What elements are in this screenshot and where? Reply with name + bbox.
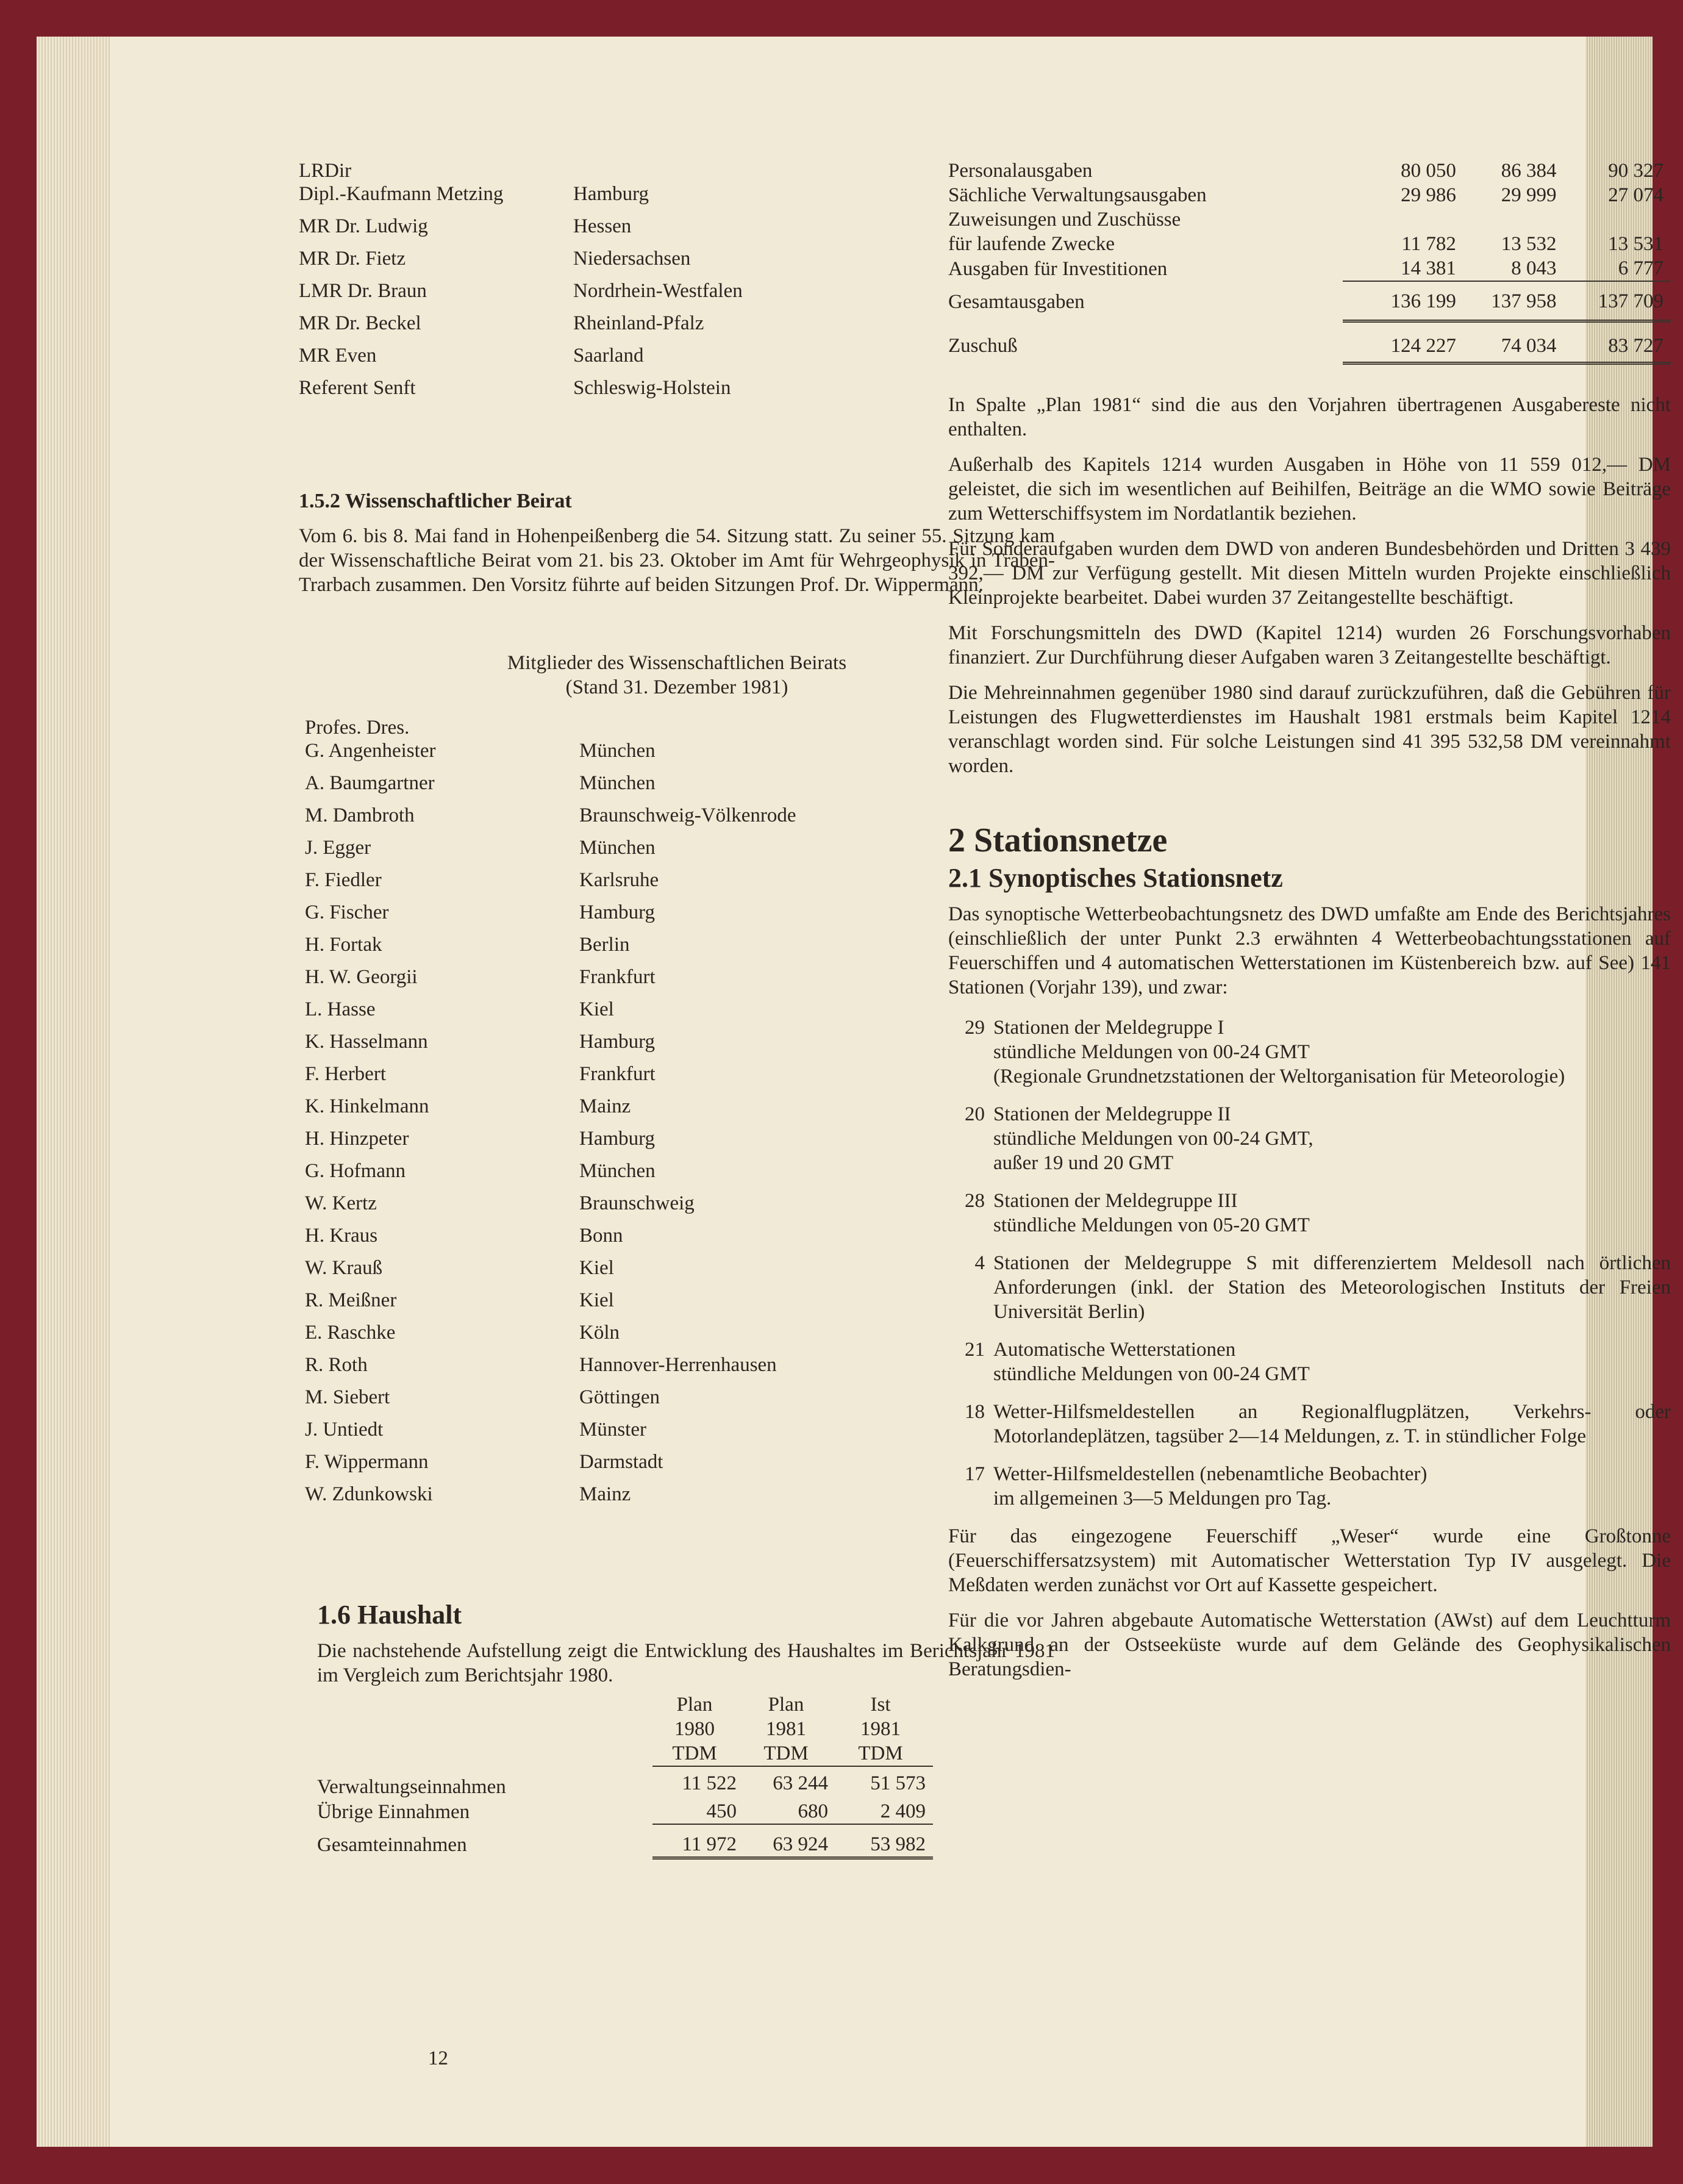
person-name: MR Dr. Ludwig	[299, 215, 428, 237]
row-label: Personalausgaben	[948, 160, 1093, 182]
members-subtitle: (Stand 31. Dezember 1981)	[565, 676, 788, 698]
station-count: 20	[965, 1103, 985, 1125]
ministry-row	[299, 275, 1055, 307]
einnahmen-table-head	[317, 1692, 933, 1766]
member-row	[305, 1381, 1055, 1414]
ministry-row	[299, 210, 1055, 243]
value-cell: 124 227	[1343, 321, 1463, 363]
value-cell: 83 727	[1563, 321, 1671, 363]
station-description-line: stündliche Meldungen von 05-20 GMT	[993, 1214, 1310, 1236]
person-name: K. Hasselmann	[305, 1031, 428, 1053]
value-cell: 86 384	[1501, 160, 1557, 182]
row-label	[948, 363, 1343, 369]
person-name: MR Dr. Fietz	[299, 248, 406, 270]
zuschuss-row	[948, 321, 1671, 363]
station-description	[993, 1189, 1671, 1237]
station-description	[993, 1462, 1671, 1511]
member-row	[305, 994, 1055, 1026]
value-cell: 6 777	[1618, 257, 1663, 279]
synoptisches-heading: 2.1 Synoptisches Stationsnetz	[948, 863, 1283, 893]
value-cell: 90 327	[1608, 160, 1663, 182]
value-cell: 13 531	[1608, 233, 1663, 255]
person-name: W. Zdunkowski	[305, 1483, 433, 1505]
person-name: L. Hasse	[305, 998, 376, 1020]
members-prefix: Profes. Dres.	[305, 717, 410, 739]
person-place: Rheinland-Pfalz	[573, 312, 704, 334]
ausgaben-row	[948, 183, 1671, 207]
gesamtausgaben-row	[948, 281, 1671, 321]
station-description-line: (Regionale Grundnetzstationen der Weltorganisation für Meteorologie)	[993, 1065, 1565, 1087]
station-description-line: Wetter-Hilfsmeldestellen (nebenamtliche Beobachter)	[993, 1463, 1428, 1485]
person-place: Darmstadt	[579, 1451, 663, 1473]
station-item	[948, 1102, 1671, 1175]
column-head: TDM	[858, 1742, 903, 1764]
haushalt-paragraph: In Spalte „Plan 1981“ sind die aus den Vorjahren übertragenen Ausgabereste nicht enthalten.	[948, 394, 1671, 440]
page-number: 12	[428, 2047, 448, 2069]
person-place: Hamburg	[579, 1031, 656, 1053]
row-label	[317, 1717, 652, 1741]
person-place: Hannover-Herrenhausen	[579, 1354, 777, 1376]
row-label: Zuweisungen und Zuschüsse	[948, 209, 1181, 231]
column-head: TDM	[672, 1742, 717, 1764]
person-place: Frankfurt	[579, 966, 656, 988]
right-column	[948, 159, 1683, 1692]
station-description-line: außer 19 und 20 GMT	[993, 1152, 1174, 1174]
person-place: Hamburg	[579, 901, 656, 923]
haushalt-paragraph: Mit Forschungsmitteln des DWD (Kapitel 1214) wurden 26 Forschungsvorhaben finanziert. Zur Durchführung dieser Aufgaben waren 3 Zeitangestellte beschäftigt.	[948, 622, 1671, 668]
person-place: München	[579, 740, 656, 762]
rule-cell	[1463, 363, 1564, 369]
station-description	[993, 1102, 1671, 1175]
station-description-line: Stationen der Meldegruppe S mit differenziertem Meldesoll nach örtlichen Anforderungen (inkl. der Station des Meteorologischen Instituts der Freien Universität Berlin)	[993, 1252, 1671, 1323]
person-name: K. Hinkelmann	[305, 1095, 429, 1117]
station-item	[948, 1337, 1671, 1386]
value-cell: 11 782	[1401, 233, 1456, 255]
member-row	[305, 1446, 1055, 1478]
station-items	[948, 1015, 1671, 1511]
person-place: Niedersachsen	[573, 248, 691, 270]
ausgaben-table-body	[948, 159, 1671, 368]
member-row	[305, 800, 1055, 832]
value-cell: 137 709	[1563, 281, 1671, 321]
einnahmen-table-body	[317, 1766, 933, 1863]
beirat-section	[299, 490, 1055, 1511]
row-label: für laufende Zwecke	[948, 233, 1115, 255]
member-row	[305, 1155, 1055, 1187]
person-place: Göttingen	[579, 1386, 660, 1408]
person-name: M. Dambroth	[305, 804, 415, 826]
person-place: Bonn	[579, 1225, 623, 1247]
person-name: F. Fiedler	[305, 869, 382, 891]
rule-cell	[1563, 363, 1671, 369]
station-description-line: im allgemeinen 3—5 Meldungen pro Tag.	[993, 1488, 1332, 1509]
station-count: 18	[965, 1401, 985, 1423]
stationsnetze-paragraphs	[948, 1524, 1671, 1681]
person-name: E. Raschke	[305, 1322, 396, 1344]
rule-cell	[652, 1858, 744, 1864]
person-place: Kiel	[579, 1257, 614, 1279]
station-description	[993, 1400, 1671, 1448]
station-description-line: Stationen der Meldegruppe II	[993, 1103, 1231, 1125]
station-count: 28	[965, 1190, 985, 1212]
person-place: Mainz	[579, 1483, 631, 1505]
member-row	[305, 897, 1055, 929]
person-name: Dipl.-Kaufmann Metzing	[299, 183, 504, 205]
member-row	[305, 767, 1055, 800]
station-description	[993, 1337, 1671, 1386]
ausgaben-row	[948, 256, 1671, 281]
person-name: A. Baumgartner	[305, 772, 435, 794]
person-name: F. Herbert	[305, 1063, 386, 1085]
ministry-row	[299, 340, 1055, 372]
value-cell: 63 244	[744, 1766, 835, 1799]
column-head-row	[317, 1692, 933, 1717]
person-name: LMR Dr. Braun	[299, 280, 427, 302]
rule-cell	[744, 1858, 835, 1864]
document-page	[110, 37, 1671, 2147]
member-row	[305, 1026, 1055, 1058]
station-count: 21	[965, 1339, 985, 1361]
member-row	[305, 1317, 1055, 1349]
column-head: 1981	[766, 1718, 806, 1740]
person-name: W. Krauß	[305, 1257, 383, 1279]
person-name: J. Untiedt	[305, 1419, 384, 1441]
value-cell: 137 958	[1463, 281, 1564, 321]
column-head: 1980	[674, 1718, 715, 1740]
person-place: Berlin	[579, 934, 630, 956]
station-description	[993, 1015, 1671, 1089]
person-place: München	[579, 1160, 656, 1182]
station-description-line: stündliche Meldungen von 00-24 GMT	[993, 1363, 1310, 1385]
person-place: Braunschweig-Völkenrode	[579, 804, 796, 826]
value-cell: 13 532	[1501, 233, 1557, 255]
person-name: G. Angenheister	[305, 740, 436, 762]
person-name: H. W. Georgii	[305, 966, 418, 988]
row-label: Gesamteinnahmen	[317, 1833, 467, 1856]
person-place: Karlsruhe	[579, 869, 659, 891]
person-name: G. Fischer	[305, 901, 389, 923]
haushalt-paragraph: Die Mehreinnahmen gegenüber 1980 sind darauf zurückzuführen, daß die Gebühren für Leistungen des Flugwetterdienstes im Haushalt 1981 erstmals beim Kapitel 1214 veranschlagt worden sind. Für solche Leistungen sind 41 395 532,58 DM vereinnahmt worden.	[948, 682, 1671, 777]
ministry-row	[299, 307, 1055, 340]
station-count: 17	[965, 1463, 985, 1485]
value-cell: 51 573	[835, 1766, 933, 1799]
row-label	[317, 1741, 652, 1766]
member-row	[305, 1284, 1055, 1317]
ministry-rows	[299, 178, 1055, 404]
member-row	[305, 1090, 1055, 1123]
person-place: Kiel	[579, 1289, 614, 1311]
member-row	[305, 1058, 1055, 1090]
value-cell	[1463, 207, 1564, 232]
einnahmen-table	[317, 1692, 933, 1863]
person-place: Braunschweig	[579, 1192, 695, 1214]
ausgaben-table	[948, 159, 1671, 368]
person-place: München	[579, 837, 656, 859]
haushalt-paragraph: Außerhalb des Kapitels 1214 wurden Ausgaben in Höhe von 11 559 012,— DM geleistet, die sich im wesentlichen auf Beihilfen, Beiträge an die WMO sowie Beiträge zum Wetterschiffsystem im Nordatlantik beziehen.	[948, 454, 1671, 525]
person-name: W. Kertz	[305, 1192, 377, 1214]
person-name: H. Fortak	[305, 934, 382, 956]
person-name: R. Roth	[305, 1354, 368, 1376]
row-label: Übrige Einnahmen	[317, 1800, 470, 1823]
person-name: R. Meißner	[305, 1289, 397, 1311]
stationsnetze-paragraph: Für das eingezogene Feuerschiff „Weser“ wurde eine Großtonne (Feuerschiffersatzsystem) mit Automatischer Wetterstation Typ IV ausgelegt. Die Meßdaten werden zunächst vor Ort auf Kassette gespeichert.	[948, 1525, 1671, 1596]
haushalt-heading: 1.6 Haushalt	[317, 1600, 462, 1630]
person-place: Hamburg	[579, 1128, 656, 1150]
person-name: Referent Senft	[299, 377, 416, 399]
station-description-line: stündliche Meldungen von 00-24 GMT,	[993, 1128, 1313, 1150]
members-title: Mitglieder des Wissenschaftlichen Beirats	[507, 652, 847, 674]
station-description	[993, 1251, 1671, 1324]
station-item	[948, 1015, 1671, 1089]
value-cell: 680	[798, 1800, 828, 1822]
row-label: Gesamtausgaben	[948, 290, 1085, 313]
member-row	[305, 961, 1055, 994]
row-label	[317, 1858, 652, 1864]
value-cell: 11 522	[652, 1766, 744, 1799]
haushalt-text: Die nachstehende Aufstellung zeigt die Entwicklung des Haushaltes im Berichtsjahr 1981 im Vergleich zum Berichtsjahr 1980.	[317, 1640, 1055, 1686]
member-row	[305, 1123, 1055, 1155]
member-row	[305, 864, 1055, 897]
stationsnetze-heading: 2 Stationsnetze	[948, 822, 1168, 859]
value-cell: 2 409	[880, 1800, 926, 1822]
value-cell: 74 034	[1463, 321, 1564, 363]
column-head: Ist	[870, 1694, 891, 1716]
book-page-edges-left	[37, 37, 110, 2147]
member-row	[305, 1349, 1055, 1381]
einnahmen-row	[317, 1766, 933, 1799]
haushalt-paragraph: Für Sonderaufgaben wurden dem DWD von anderen Bundesbehörden und Dritten 3 439 392,— DM zur Verfügung gestellt. Mit diesen Mitteln wurden Projekte einschließlich Kleinprojekte bearbeitet. Dabei wurden 37 Zeitangestellte beschäftigt.	[948, 538, 1671, 609]
value-cell: 11 972	[652, 1824, 744, 1858]
double-rule-row	[948, 363, 1671, 369]
stationsnetze-intro: Das synoptische Wetterbeobachtungsnetz des DWD umfaßte am Ende des Berichtsjahres (einschließlich der unter Punkt 2.3 erwähnten 4 Wetterbeobachtungsstationen auf Feuerschiffen und 4 automatischen Wetterstationen im Küstenbereich bzw. auf See) 141 Stationen (Vorjahr 139), und zwar:	[948, 903, 1671, 998]
person-name: MR Dr. Beckel	[299, 312, 421, 334]
haushalt-paragraphs	[948, 393, 1671, 778]
member-row	[305, 735, 1055, 767]
station-item	[948, 1189, 1671, 1237]
value-cell: 450	[706, 1800, 737, 1822]
station-description-line: stündliche Meldungen von 00-24 GMT	[993, 1041, 1310, 1063]
rule-cell	[1343, 363, 1463, 369]
station-count: 29	[965, 1017, 985, 1039]
value-cell	[1563, 207, 1671, 232]
einnahmen-row	[317, 1799, 933, 1824]
person-place: Saarland	[573, 345, 644, 367]
members-title-block	[299, 651, 1055, 700]
left-column	[299, 159, 1055, 2069]
ministry-row	[299, 372, 1055, 404]
member-row	[305, 1220, 1055, 1252]
person-name: G. Hofmann	[305, 1160, 406, 1182]
value-cell: 136 199	[1343, 281, 1463, 321]
members-list	[299, 735, 1055, 1511]
member-row	[305, 1478, 1055, 1511]
person-place: München	[579, 772, 656, 794]
person-place: Frankfurt	[579, 1063, 656, 1085]
station-item	[948, 1251, 1671, 1324]
ministry-row	[299, 178, 1055, 210]
value-cell: 8 043	[1511, 257, 1557, 279]
stationsnetze-paragraph: Für die vor Jahren abgebaute Automatische Wetterstation (AWst) auf dem Leuchtturm Kalkgrund an der Ostseeküste wurde auf dem Gelände des Geophysikalischen Beratungsdien-	[948, 1609, 1671, 1680]
rule-cell	[835, 1858, 933, 1864]
person-place: Köln	[579, 1322, 620, 1344]
ausgaben-row	[948, 232, 1671, 256]
station-count: 4	[974, 1252, 985, 1274]
member-row	[305, 929, 1055, 961]
column-head-row	[317, 1741, 933, 1766]
member-row	[305, 832, 1055, 864]
value-cell: 27 074	[1608, 184, 1663, 206]
column-head-row	[317, 1717, 933, 1741]
beirat-text: Vom 6. bis 8. Mai fand in Hohenpeißenberg die 54. Sitzung statt. Zu seiner 55. Sitzung kam der Wissenschaftliche Beirat vom 21. bis 23. Oktober im Amt für Wehrgeophysik in Traben-Trarbach zusammen. Den Vorsitz führte auf beiden Sitzungen Prof. Dr. Wippermann.	[299, 525, 1055, 596]
person-name: H. Hinzpeter	[305, 1128, 409, 1150]
column-head: Plan	[676, 1694, 713, 1716]
ministry-header: LRDir	[299, 160, 352, 182]
row-label: Sächliche Verwaltungsausgaben	[948, 184, 1207, 206]
value-cell	[1343, 207, 1463, 232]
station-description-line: Stationen der Meldegruppe I	[993, 1017, 1224, 1039]
station-description-line: Automatische Wetterstationen	[993, 1339, 1236, 1361]
person-place: Nordrhein-Westfalen	[573, 280, 743, 302]
row-label: Verwaltungseinnahmen	[317, 1776, 506, 1798]
column-head: Plan	[768, 1694, 804, 1716]
person-place: Hamburg	[573, 183, 649, 205]
value-cell: 29 999	[1501, 184, 1557, 206]
person-name: F. Wippermann	[305, 1451, 429, 1473]
station-item	[948, 1400, 1671, 1448]
member-row	[305, 1252, 1055, 1284]
person-place: Schleswig-Holstein	[573, 377, 731, 399]
person-place: Hessen	[573, 215, 632, 237]
person-name: M. Siebert	[305, 1386, 390, 1408]
person-place: Kiel	[579, 998, 614, 1020]
row-label: Zuschuß	[948, 335, 1018, 357]
value-cell: 63 924	[744, 1824, 835, 1858]
stationsnetze-section	[948, 821, 1671, 1681]
person-name: H. Kraus	[305, 1225, 378, 1247]
member-row	[305, 1187, 1055, 1220]
row-label: Ausgaben für Investitionen	[948, 257, 1168, 280]
ausgaben-row	[948, 159, 1671, 183]
column-head: TDM	[763, 1742, 809, 1764]
value-cell: 14 381	[1401, 257, 1456, 279]
station-description-line: Stationen der Meldegruppe III	[993, 1190, 1238, 1212]
value-cell: 29 986	[1401, 184, 1456, 206]
person-name: MR Even	[299, 345, 377, 367]
ausgaben-row	[948, 207, 1671, 232]
person-name: J. Egger	[305, 837, 371, 859]
person-place: Mainz	[579, 1095, 631, 1117]
double-rule-row	[317, 1858, 933, 1864]
member-row	[305, 1414, 1055, 1446]
value-cell: 53 982	[835, 1824, 933, 1858]
person-place: Münster	[579, 1419, 646, 1441]
station-item	[948, 1462, 1671, 1511]
beirat-heading: 1.5.2 Wissenschaftlicher Beirat	[299, 490, 572, 512]
haushalt-section	[299, 1599, 1055, 1863]
row-label	[317, 1692, 652, 1717]
value-cell: 80 050	[1401, 160, 1456, 182]
station-description-line: Wetter-Hilfsmeldestellen an Regionalflugplätzen, Verkehrs- oder Motorlandeplätzen, tagsüber 2—14 Meldungen, z. T. in stündlicher Folge	[993, 1401, 1671, 1447]
gesamteinnahmen-row	[317, 1824, 933, 1858]
column-head: 1981	[860, 1718, 901, 1740]
ministry-row	[299, 243, 1055, 275]
ministry-list	[299, 159, 1055, 404]
